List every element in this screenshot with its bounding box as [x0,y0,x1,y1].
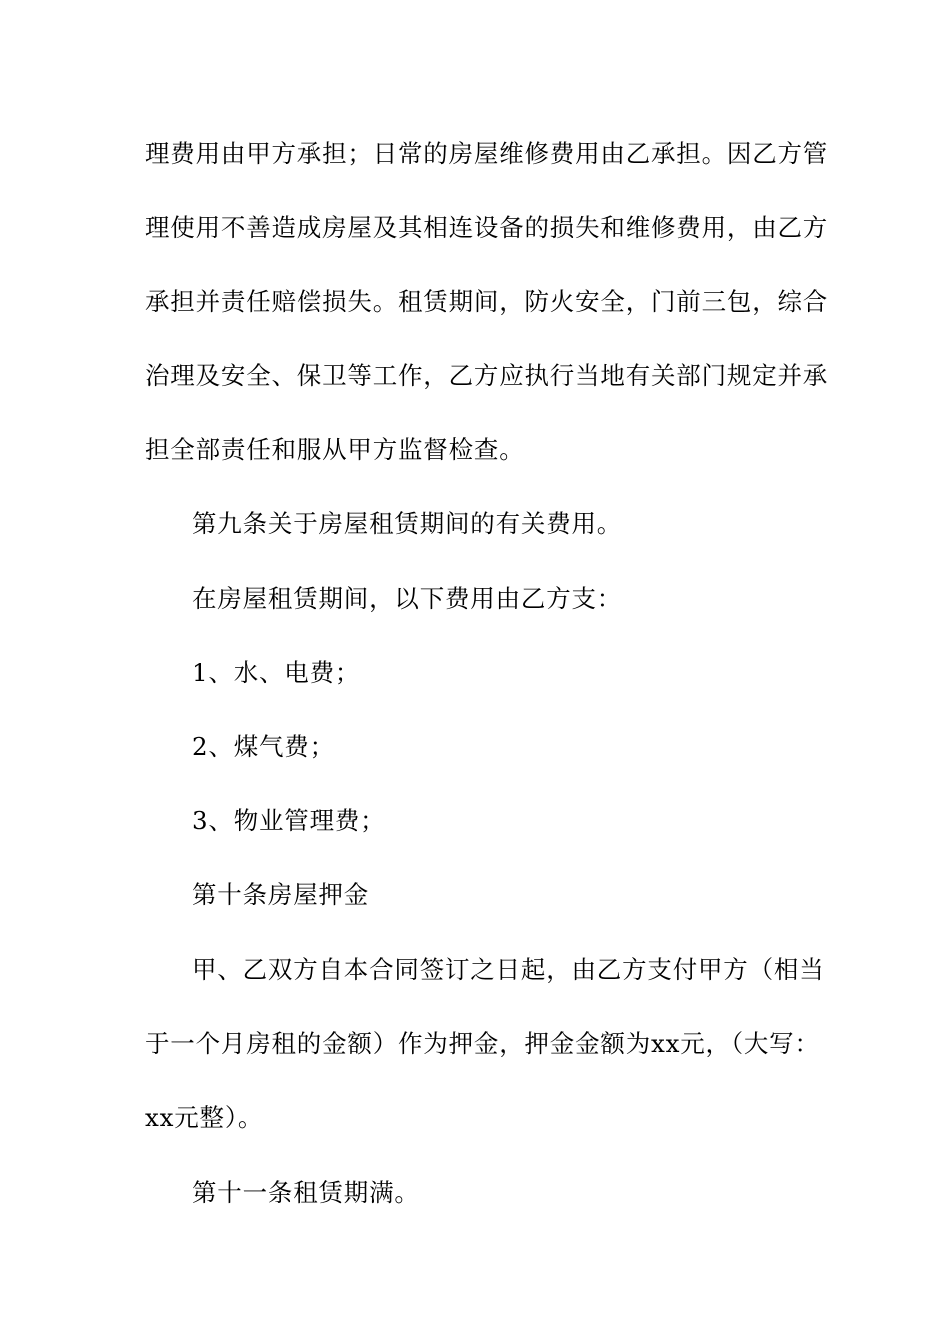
list-item: 2、煤气费； [192,732,335,761]
list-item: 1、水、电费； [192,658,361,687]
text-line: 担全部责任和服从甲方监督检查。 [145,435,525,464]
article-heading: 第十条房屋押金 [192,880,370,909]
text-line: 于一个月房租的金额）作为押金，押金金额为xx元，（大写： [145,1029,820,1058]
text-line: 甲、乙双方自本合同签订之日起，由乙方支付甲方（相当 [192,955,825,984]
article-heading: 第十一条租赁期满。 [192,1178,420,1207]
list-item: 3、物业管理费； [192,806,386,835]
text-line: 理费用由甲方承担；日常的房屋维修费用由乙承担。因乙方管 [145,139,829,168]
text-line: 承担并责任赔偿损失。租赁期间，防火安全，门前三包，综合 [145,287,829,316]
article-heading: 第九条关于房屋租赁期间的有关费用。 [192,509,623,538]
text-line: 在房屋租赁期间，以下费用由乙方支： [192,584,623,613]
text-line: 理使用不善造成房屋及其相连设备的损失和维修费用，由乙方 [145,213,829,242]
text-line: 治理及安全、保卫等工作，乙方应执行当地有关部门规定并承 [145,361,829,390]
text-line: xx元整）。 [145,1103,264,1132]
